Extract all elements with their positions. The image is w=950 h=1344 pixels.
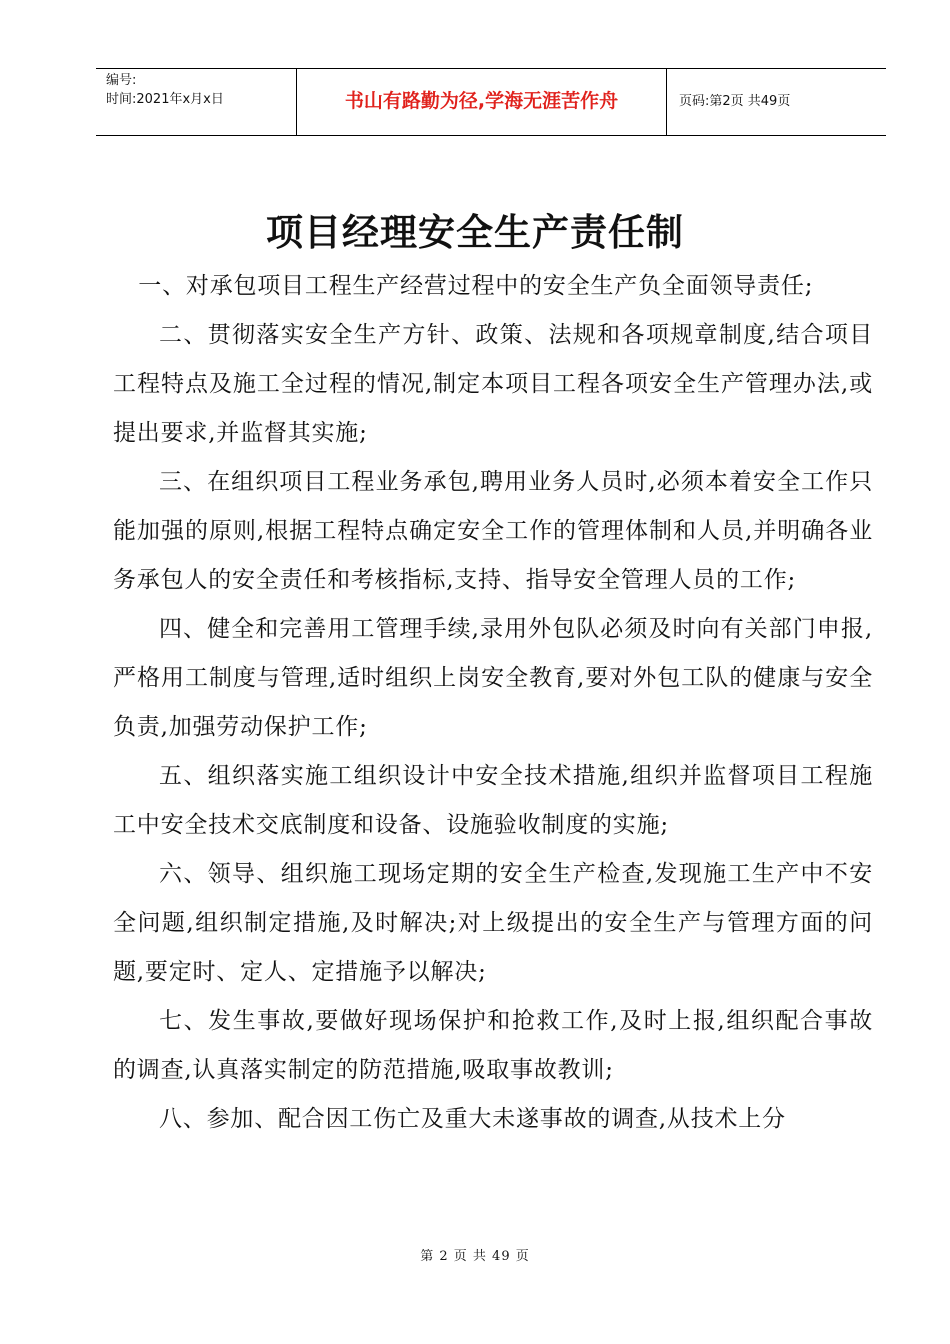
page-footer: 第 2 页 共 49 页 [420,1249,530,1264]
paragraph-7: 七、发生事故,要做好现场保护和抢救工作,及时上报,组织配合事故的调查,认真落实制定的防范措施,吸取事故教训; [113,1008,873,1083]
header-motto: 书山有路勤为径,学海无涯苦作舟 [297,69,667,135]
document-title: 项目经理安全生产责任制 [266,211,684,254]
document-header [96,68,886,136]
paragraph-6: 六、领导、组织施工现场定期的安全生产检查,发现施工生产中不安全问题,组织制定措施,及时解决;对上级提出的安全生产与管理方面的问题,要定时、定人、定措施予以解决; [113,861,873,985]
paragraph-5: 五、组织落实施工组织设计中安全技术措施,组织并监督项目工程施工中安全技术交底制度和设备、设施验收制度的实施; [113,763,873,838]
document-time-label: 时间:2021年x月x日 [106,92,224,107]
document-code-label: 编号: [106,73,137,88]
paragraph-3: 三、在组织项目工程业务承包,聘用业务人员时,必须本着安全工作只能加强的原则,根据工程特点确定安全工作的管理体制和人员,并明确各业务承包人的安全责任和考核指标,支持、指导安全管理人员的工作; [113,469,873,593]
paragraph-8: 八、参加、配合因工伤亡及重大未遂事故的调查,从技术上分 [159,1106,786,1132]
paragraph-2: 二、贯彻落实安全生产方针、政策、法规和各项规章制度,结合项目工程特点及施工全过程的情况,制定本项目工程各项安全生产管理办法,或提出要求,并监督其实施; [113,322,873,446]
paragraph-4: 四、健全和完善用工管理手续,录用外包队必须及时向有关部门申报,严格用工制度与管理,适时组织上岗安全教育,要对外包工队的健康与安全负责,加强劳动保护工作; [113,616,873,740]
header-page-label: 页码:第2页 共49页 [679,93,791,109]
document-body [113,262,873,1144]
header-meta-cell [96,69,297,135]
paragraph-1: 一、对承包项目工程生产经营过程中的安全生产负全面领导责任; [138,273,814,299]
